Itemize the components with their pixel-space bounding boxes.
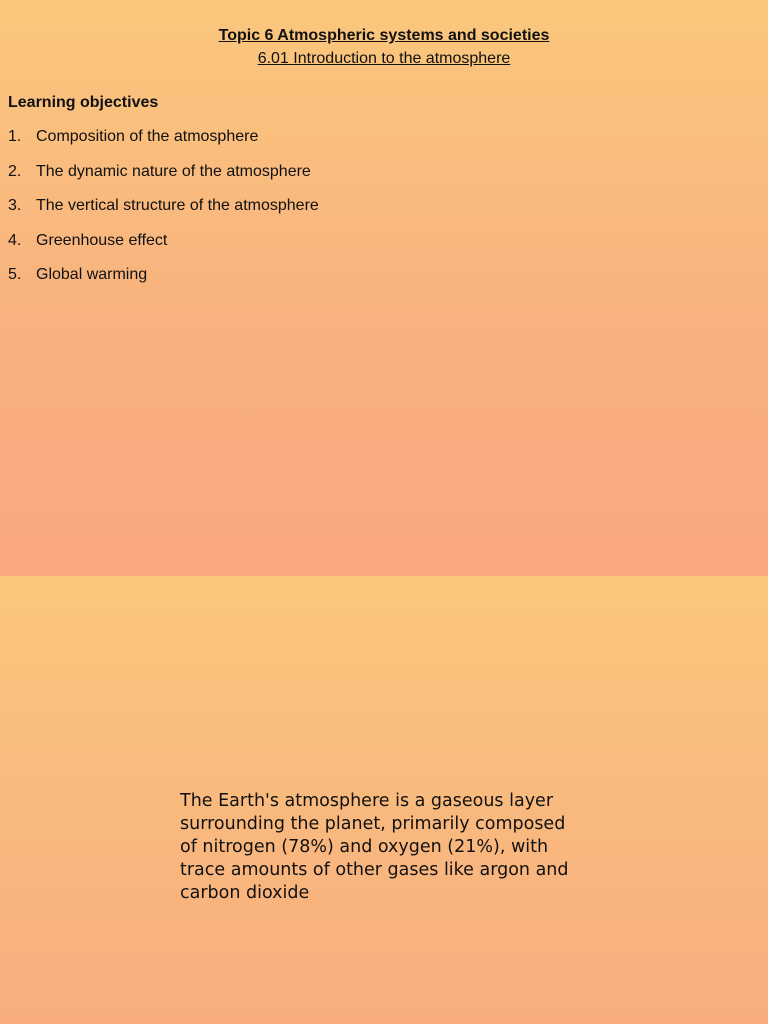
objective-text: Greenhouse effect <box>36 231 168 249</box>
objective-number: 4. <box>8 231 22 249</box>
objective-item <box>8 128 319 163</box>
slide-2 <box>0 576 768 1024</box>
objective-text: Global warming <box>36 266 148 283</box>
atmosphere-summary-text: The Earth's atmosphere is a gaseous layer surrounding the planet, primarily composed of nitrogen (78%) and oxygen (21%), with trace amounts of other gases like argon and carbon dioxide <box>180 791 569 903</box>
objective-number: 3. <box>8 197 22 214</box>
objective-text: Composition of the atmosphere <box>36 128 259 145</box>
objectives-list <box>8 128 319 301</box>
topic-title: Topic 6 Atmospheric systems and societies <box>218 27 550 44</box>
objective-number: 1. <box>8 128 22 145</box>
objective-item <box>8 232 319 267</box>
objective-item <box>8 266 319 301</box>
objective-item <box>8 163 319 198</box>
objective-item <box>8 197 319 232</box>
objectives-heading: Learning objectives <box>8 94 159 111</box>
lesson-subtitle: 6.01 Introduction to the atmosphere <box>257 50 511 67</box>
objective-number: 5. <box>8 266 22 283</box>
objective-text: The dynamic nature of the atmosphere <box>36 162 311 180</box>
objective-number: 2. <box>8 162 22 180</box>
objective-text: The vertical structure of the atmosphere <box>36 197 319 214</box>
title-block <box>0 24 768 70</box>
